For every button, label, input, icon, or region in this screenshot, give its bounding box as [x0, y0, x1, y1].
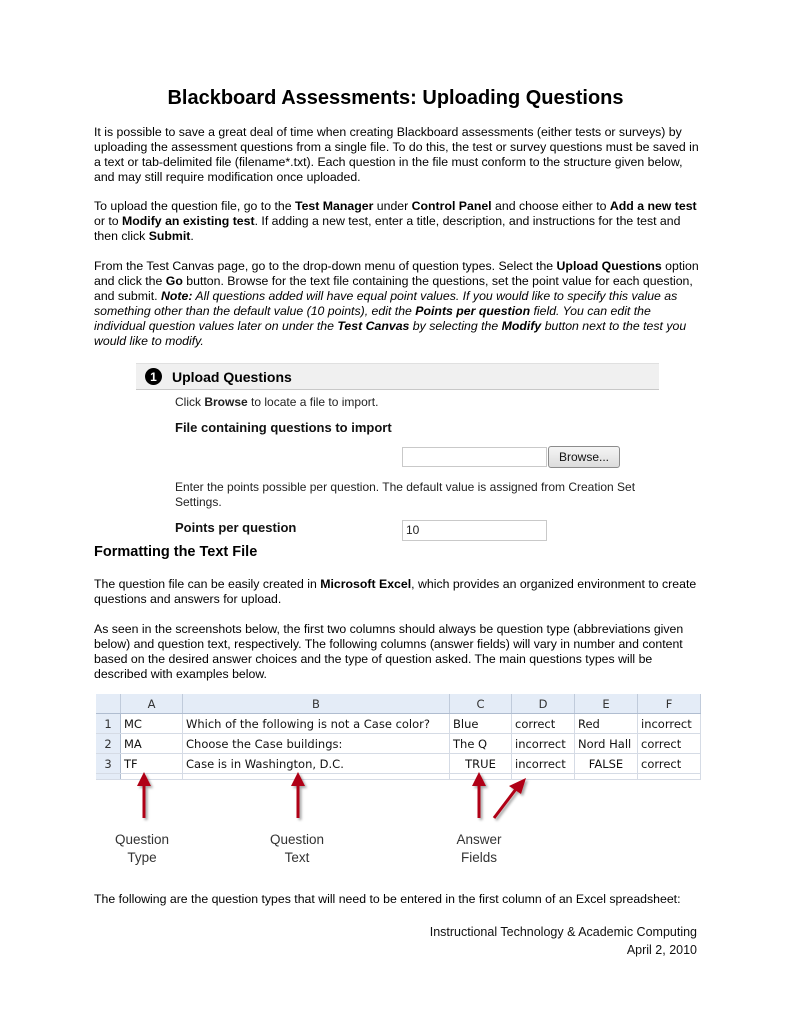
annotation-arrows [0, 770, 791, 830]
bold-test-canvas: Test Canvas [337, 319, 410, 333]
column-header-d[interactable]: D [512, 694, 575, 714]
intro-paragraph: It is possible to save a great deal of time when creating Blackboard assessments (either tests or surveys) by uploading the assessment questions from a single file. To do this, the test or survey questions must be saved in a text or tab-delimited file (filename*.txt). Each question in the file must conform to the structure given below, and may still require modification once uploaded. [94, 125, 699, 184]
browse-hint-bold: Browse [204, 395, 248, 409]
text: field. You can edit the individual question values later on under the [94, 304, 651, 333]
text: To upload the question file, go to the [94, 199, 295, 213]
cell[interactable]: Nord Hall [575, 734, 638, 754]
text: Text [284, 850, 310, 865]
table-row [96, 734, 701, 754]
text: Question [269, 832, 325, 847]
text: . If adding a new test, enter a title, description, and instructions for the test and then click [94, 214, 681, 243]
text: All questions added will have equal point values. If you would like to specify this value as something other than the default value (10 points), edit the [94, 289, 678, 318]
text: Type [127, 850, 157, 865]
cell[interactable]: MA [121, 734, 183, 754]
cell[interactable]: MC [121, 714, 183, 734]
step-number-icon: 1 [145, 368, 162, 385]
cell[interactable]: Red [575, 714, 638, 734]
arrow-up-icon [472, 772, 486, 818]
question-text-label [261, 831, 333, 867]
cell[interactable]: Which of the following is not a Case color? [183, 714, 450, 734]
cell[interactable]: correct [512, 714, 575, 734]
text: to locate a file to import. [247, 395, 379, 409]
bold-microsoft-excel: Microsoft Excel [320, 577, 412, 591]
columns-paragraph: As seen in the screenshots below, the first two columns should always be question type (abbreviations given below) and question text, respectively. The following columns (answer fields) will vary in number and content based on the desired answer choices and the type of question asked. The main questions types will be described with examples below. [94, 622, 684, 681]
text: button next to the test you would like to modify. [94, 319, 687, 348]
browse-button[interactable]: Browse... [548, 446, 620, 468]
bold-add-new-test: Add a new test [609, 199, 697, 213]
bold-control-panel: Control Panel [411, 199, 492, 213]
arrow-up-icon [291, 772, 305, 818]
cell[interactable]: Choose the Case buildings: [183, 734, 450, 754]
closing-paragraph: The following are the question types that will need to be entered in the first column of an Excel spreadsheet: [94, 892, 681, 906]
cell[interactable]: incorrect [512, 754, 575, 774]
excel-spreadsheet [96, 694, 701, 780]
row-number[interactable]: 2 [96, 734, 121, 754]
file-field-label: File containing questions to import [175, 420, 392, 435]
text: Question [114, 832, 170, 847]
panel-body [136, 390, 659, 550]
text: and choose either to [491, 199, 610, 213]
arrow-up-icon [137, 772, 151, 818]
cell[interactable]: correct [638, 754, 701, 774]
formatting-heading: Formatting the Text File [94, 544, 258, 560]
cell[interactable]: FALSE [575, 754, 638, 774]
column-header-e[interactable]: E [575, 694, 638, 714]
row-number[interactable]: 1 [96, 714, 121, 734]
text: , which provides an organized environment to create questions and answers for upload. [94, 577, 697, 606]
cell[interactable]: TRUE [450, 754, 512, 774]
select-all-corner[interactable] [96, 694, 121, 714]
bold-go: Go [165, 274, 183, 288]
bold-upload-questions: Upload Questions [556, 259, 662, 273]
text: Fields [460, 850, 497, 865]
column-header-a[interactable]: A [121, 694, 183, 714]
footer-date: April 2, 2010 [626, 943, 697, 957]
cell[interactable]: Blue [450, 714, 512, 734]
question-type-label [106, 831, 178, 867]
text: Answer [456, 832, 502, 847]
bold-submit: Submit [148, 229, 191, 243]
test-canvas-paragraph [94, 259, 704, 349]
excel-paragraph [94, 577, 704, 607]
cell[interactable]: The Q [450, 734, 512, 754]
text: by selecting the [409, 319, 502, 333]
cell[interactable]: correct [638, 734, 701, 754]
bold-modify: Modify [501, 319, 542, 333]
column-header-c[interactable]: C [450, 694, 512, 714]
file-input[interactable] [402, 447, 547, 467]
text: . [190, 229, 194, 243]
answer-fields-label [443, 831, 515, 867]
points-per-question-input[interactable]: 10 [402, 520, 547, 541]
points-hint: Enter the points possible per question. The default value is assigned from Creation Set Settings. [175, 480, 636, 509]
page-title: Blackboard Assessments: Uploading Questions [167, 87, 624, 109]
text: From the Test Canvas page, go to the drop-down menu of question types. Select the [94, 259, 557, 273]
table-row [96, 714, 701, 734]
text: Click [175, 395, 205, 409]
note-label: Note: [161, 289, 193, 303]
cell[interactable]: TF [121, 754, 183, 774]
column-header-f[interactable]: F [638, 694, 701, 714]
upload-instructions-paragraph [94, 199, 704, 244]
cell[interactable]: incorrect [512, 734, 575, 754]
cell[interactable]: incorrect [638, 714, 701, 734]
cell[interactable]: Case is in Washington, D.C. [183, 754, 450, 774]
row-number[interactable]: 3 [96, 754, 121, 774]
column-header-b[interactable]: B [183, 694, 450, 714]
bold-points-per-question: Points per question [415, 304, 531, 318]
bold-test-manager: Test Manager [295, 199, 374, 213]
text: The question file can be easily created in [94, 577, 321, 591]
panel-header [136, 363, 659, 390]
upload-questions-panel [136, 363, 659, 550]
bold-modify-existing-test: Modify an existing test [122, 214, 255, 228]
browse-hint [175, 395, 378, 409]
arrow-diagonal-icon [494, 778, 526, 818]
panel-title: Upload Questions [172, 368, 292, 385]
points-field-label: Points per question [175, 520, 297, 535]
text: or to [94, 214, 123, 228]
footer-org: Instructional Technology & Academic Computing [429, 925, 697, 939]
text: under [373, 199, 412, 213]
text: button. Browse for the text file containing the questions, set the point value for each question, and submit. [94, 274, 693, 303]
column-header-row [96, 694, 701, 714]
text: option and click the [94, 259, 699, 288]
